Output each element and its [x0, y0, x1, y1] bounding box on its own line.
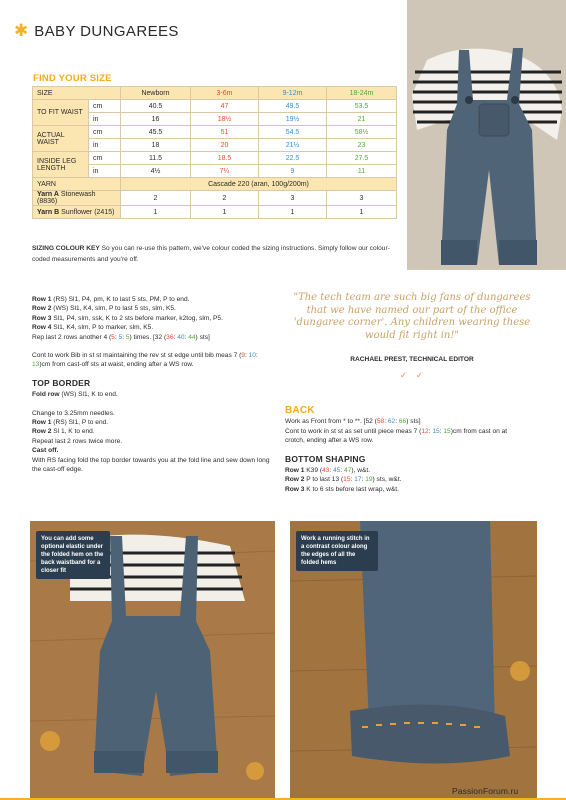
text: P to last 13 ( — [304, 476, 344, 484]
size-3-6m: 3-6m — [191, 87, 259, 100]
table-cell: 11 — [327, 165, 397, 178]
continue-instruction: Cont to work Bib in st st maintaining the rev st st edge until bib meas 7 (9: 10: 13)cm from cast-off sts at waist, ending after a WS row. — [32, 352, 258, 369]
yarn-a-name: Yarn A — [37, 191, 59, 198]
table-cell: 2 — [121, 191, 191, 206]
table-cell: 4½ — [121, 165, 191, 178]
size-value: 15 — [432, 427, 440, 435]
yarn-row — [33, 178, 397, 191]
pattern-row — [32, 314, 272, 323]
size-value: 10 — [248, 352, 256, 360]
size-value: 12 — [421, 427, 429, 435]
row-text: (RS) Sl1, P4, pm, K to last 5 sts, PM, P to end. — [51, 296, 190, 303]
unit-cm: cm — [89, 152, 121, 165]
sizing-key-text: So you can re-use this pattern, we've colour coded the sizing instructions. Simply follow our colour-coded measurements and you're off. — [32, 245, 390, 263]
size-header-row — [33, 87, 397, 100]
size-value: 66 — [398, 418, 407, 426]
yarn-b-label — [33, 206, 121, 219]
size-table — [32, 86, 397, 219]
yarn-a-row — [33, 191, 397, 206]
text: )cm from cast-off sts at waist, ending after a WS row. — [39, 361, 194, 369]
row-text: (RS) Sl1, P to end. — [51, 419, 109, 427]
size-18-24m: 18-24m — [327, 87, 397, 100]
text: ) sts] — [406, 418, 421, 426]
row-text: K to 6 sts before last wrap, w&t. — [304, 485, 399, 493]
table-cell: 9 — [259, 165, 327, 178]
row-label: Row 2 — [32, 428, 52, 436]
pattern-row — [32, 323, 272, 332]
bottom-shaping-heading: BOTTOM SHAPING — [285, 453, 366, 464]
row-label: Row 3 — [32, 314, 52, 322]
size-label: SIZE — [33, 87, 121, 100]
yarn-b-name: Yarn B — [37, 208, 60, 216]
text: Cont to work Bib in st st maintaining the rev st st edge until bib meas 7 ( — [32, 352, 242, 360]
size-value: 36 — [166, 333, 174, 341]
pattern-row — [285, 485, 525, 494]
size-value: 40 — [177, 333, 185, 341]
pattern-row: Row 2 P to last 13 (15: 17: 19) sts, w&t. — [285, 476, 402, 484]
text: ) sts, w&t. — [372, 476, 402, 484]
row-text: Sl1, P4, slm, ssk, K to 2 sts before marker, k2tog, slm, P5. — [51, 314, 223, 322]
back-instruction: Work as Front from * to **. [52 (58: 62: 66) sts] — [285, 418, 421, 426]
actual-waist-cm-row — [33, 126, 397, 139]
text: )cm from cast on at crotch, ending after a WS row. — [285, 427, 508, 445]
row-label: Row 2 — [285, 476, 305, 484]
sizing-colour-key — [32, 243, 400, 265]
table-cell: 1 — [327, 206, 397, 219]
size-value: 19 — [365, 476, 373, 484]
size-value: 15 — [443, 427, 451, 435]
table-cell: 7¼ — [191, 165, 259, 178]
cast-off-text: With RS facing fold the top border towards you at the fold line and sew down long the cast-off edge. — [32, 456, 270, 474]
table-cell: 1 — [191, 206, 259, 219]
hem-detail-photo — [290, 521, 537, 800]
row-text: (WS) Sl1, K4, slm, P to last 5 sts, slm, K5. — [51, 305, 176, 313]
table-cell: 18 — [121, 139, 191, 152]
text: ), w&t. — [351, 467, 371, 475]
row-label-inside-leg-length: INSIDE LEG LENGTH — [33, 152, 89, 178]
table-cell: 1 — [121, 206, 191, 219]
size-value: 13 — [32, 361, 40, 369]
table-cell: 18½ — [191, 113, 259, 126]
fold-row — [32, 390, 272, 399]
size-value: 58 — [376, 418, 385, 426]
size-value: 62 — [387, 418, 396, 426]
row-label: Row 2 — [32, 305, 52, 313]
row-label: Row 3 — [285, 485, 305, 493]
top-border-heading: TOP BORDER — [32, 377, 91, 388]
cast-off-label: Cast off. — [32, 447, 59, 455]
size-value: 45 — [333, 467, 341, 475]
table-cell: 18.5 — [191, 152, 259, 165]
table-cell: 11.5 — [121, 152, 191, 165]
row-label-to-fit-waist: TO FIT WAIST — [33, 100, 89, 126]
table-cell: 45.5 — [121, 126, 191, 139]
size-value: 17 — [354, 476, 362, 484]
row-label: Row 1 — [32, 296, 52, 303]
size-newborn: Newborn — [121, 87, 191, 100]
pattern-row — [32, 304, 272, 313]
table-cell: 40.5 — [121, 100, 191, 113]
yarn-value: Cascade 220 (aran, 100g/200m) — [121, 178, 397, 191]
row-label: Row 4 — [32, 324, 52, 332]
pattern-right-column — [285, 406, 525, 494]
pull-quote: "The tech team are such big fans of dungarees that we have named our part of the office 'dungaree corner'. Any children wearing these would fit right in!" — [293, 292, 531, 341]
yarn-b-colour: Sunflower (2415) — [59, 208, 115, 216]
row-label-actual-waist: ACTUAL WAIST — [33, 126, 89, 152]
yarn-a-label — [33, 191, 121, 206]
pattern-row — [32, 427, 272, 436]
table-cell: 2 — [191, 191, 259, 206]
table-cell: 53.5 — [327, 100, 397, 113]
size-value: 43 — [322, 467, 330, 475]
site-watermark: PassionForum.ru — [452, 786, 519, 796]
text: ) sts] — [195, 333, 210, 341]
text: Work as Front from * to **. [52 ( — [285, 418, 377, 426]
table-cell: 47 — [191, 100, 259, 113]
text: ) times. [32 ( — [129, 333, 167, 341]
pattern-row: Row 1 K39 (43: 45: 47), w&t. — [285, 467, 371, 475]
repeat-twice: Repeat last 2 rows twice more. — [32, 437, 123, 445]
find-your-size-heading: FIND YOUR SIZE — [33, 73, 112, 84]
text: Cont to work in st st as set until piece meas 7 ( — [285, 427, 422, 435]
text: Rep last 2 rows another 4 ( — [32, 333, 112, 341]
back-heading: BACK — [285, 405, 315, 416]
size-value: 5 — [125, 333, 130, 341]
table-cell: 23 — [327, 139, 397, 152]
table-cell: 1 — [259, 206, 327, 219]
unit-in: in — [89, 165, 121, 178]
table-cell: 27.5 — [327, 152, 397, 165]
text: K39 ( — [304, 467, 323, 475]
pattern-left-column — [32, 295, 272, 475]
size-value: 44 — [188, 333, 196, 341]
page-title: BABY DUNGAREES — [34, 22, 179, 40]
unit-cm: cm — [89, 100, 121, 113]
row-text: Sl 1, K to end. — [51, 428, 95, 436]
table-cell: 21 — [327, 113, 397, 126]
size-value: 47 — [344, 467, 352, 475]
callout-elastic-tip: You can add some optional elastic under the folded hem on the back waistband for a closer fit — [36, 531, 110, 579]
table-cell: 51 — [191, 126, 259, 139]
table-cell: 19½ — [259, 113, 327, 126]
row-label: Fold row — [32, 391, 60, 399]
row-text: Sl1, K4, slm, P to marker, slm, K5. — [51, 324, 154, 332]
quote-decoration: ✓ ✓ — [399, 370, 427, 380]
unit-cm: cm — [89, 126, 121, 139]
sizing-key-title: SIZING COLOUR KEY — [32, 245, 100, 252]
size-value: 5 — [118, 333, 123, 341]
dungarees-photo-top — [407, 0, 566, 270]
unit-in: in — [89, 139, 121, 152]
size-value: 9 — [241, 352, 245, 360]
back-continue: Cont to work in st st as set until piece meas 7 (12: 15: 15)cm from cast on at crotch, ending after a WS row. — [285, 427, 508, 445]
row-label: Row 1 — [32, 419, 52, 427]
table-cell: 58½ — [327, 126, 397, 139]
repeat-instruction: Rep last 2 rows another 4 (5: 5: 5) times. [32 (36: 40: 44) sts] — [32, 333, 210, 341]
table-cell: 20 — [191, 139, 259, 152]
table-cell: 3 — [327, 191, 397, 206]
dungarees-photo-back — [30, 521, 275, 800]
table-cell: 16 — [121, 113, 191, 126]
change-needles: Change to 3.25mm needles. — [32, 409, 115, 417]
yarn-a-colour: Stonewash (8836) — [37, 191, 96, 205]
table-cell: 21½ — [259, 139, 327, 152]
pattern-row — [32, 418, 272, 427]
callout-running-stitch-tip: Work a running stitch in a contrast colour along the edges of all the folded hems — [296, 531, 378, 571]
page-header — [14, 18, 179, 44]
table-cell: 49.5 — [259, 100, 327, 113]
row-text: (WS) Sl1, K to end. — [59, 391, 118, 399]
table-cell: 54.5 — [259, 126, 327, 139]
table-cell: 22.5 — [259, 152, 327, 165]
row-label: Row 1 — [285, 467, 305, 475]
unit-in: in — [89, 113, 121, 126]
inside-leg-cm-row — [33, 152, 397, 165]
to-fit-waist-cm-row — [33, 100, 397, 113]
size-9-12m: 9-12m — [259, 87, 327, 100]
star-icon: ✱ — [14, 21, 29, 41]
quote-attribution: RACHAEL PREST, TECHNICAL EDITOR — [350, 356, 474, 363]
pattern-row — [32, 295, 272, 304]
table-cell: 3 — [259, 191, 327, 206]
yarn-b-row — [33, 206, 397, 219]
yarn-label: YARN — [33, 178, 121, 191]
size-value: 15 — [343, 476, 351, 484]
size-value: 5 — [111, 333, 115, 341]
